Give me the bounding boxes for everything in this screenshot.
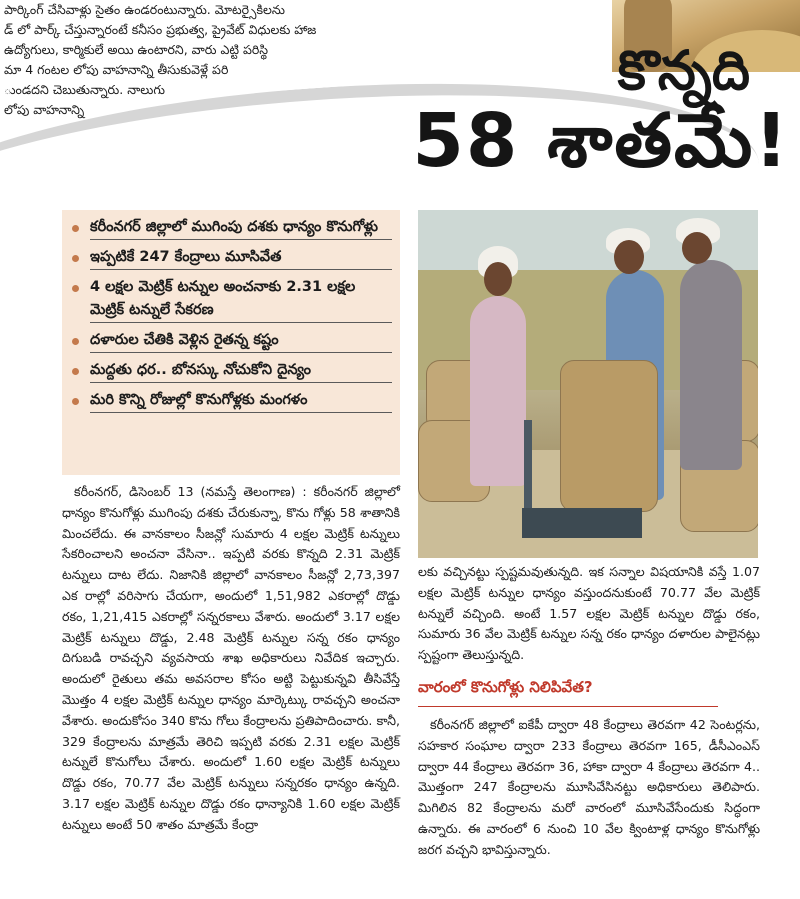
- highlight-item: కరీంనగర్ జిల్లాలో ముగింపు దశకు ధాన్యం కొనుగోళ్లు: [72, 216, 392, 240]
- bullet-icon: [72, 285, 79, 292]
- highlight-item: దళారుల చేతికి వెళ్లిన రైతన్న కష్టం: [72, 329, 392, 353]
- farmers-weighing-paddy-photo: [418, 210, 758, 558]
- article-paragraph-continued: లకు వచ్చినట్టు స్పష్టమవుతున్నది. ఇక సన్నాల విషయానికి వస్తే 1.07 లక్షల మెట్రిక్ టన్నుల ధాన్యం వస్తుందనుకుంటే 70.77 వేల మెట్రిక్ టన్నులే వచ్చింది. అంటే 1.57 లక్షల మెట్రిక్ టన్నుల దొడ్డు రకం, సుమారు 36 వేల మెట్రిక్ టన్నుల సన్న రకం ధాన్యం దళారుల పాలైనట్లు స్పష్టంగా తెలుస్తున్నది.: [418, 564, 760, 663]
- bullet-icon: [72, 255, 79, 262]
- fragment-line: మా 4 గంటల లోపు వాహనాన్ని తీసుకువెళ్లే పరి: [4, 62, 229, 77]
- article-paragraph: కరీంనగర్ జిల్లాలో ఐకేపీ ద్వారా 48 కేంద్రాలు తెరవగా 42 సెంటర్లను, సహకార సంఘాల ద్వారా 233 కేంద్రాలు తెరవగా 165, డీసీఎంఎస్ ద్వారా 44 కేంద్రాలు తెరవగా 36, హాకా ద్వారా 4 కేంద్రాలు తెరవగా 4.. మొత్తంగా 247 కేంద్రాలను మూసివేసినట్టు అధికారులు తెలిపారు. మిగిలిన 82 కేంద్రాలను మరో వారంలో మూసివేసేందుకు సిద్ధంగా ఉన్నారు. ఈ వారంలో 6 నుంచి 10 వేల క్వింటాళ్ల ధాన్యం కొనుగోళ్లు జరగ వచ్చని భావిస్తున్నారు.: [418, 716, 760, 857]
- fragment-line: లోపు వాహనాన్ని: [4, 102, 85, 117]
- highlights-box: [62, 210, 400, 475]
- article-body-left: [62, 482, 400, 836]
- article-paragraph: కరీంనగర్, డిసెంబర్ 13 (నమస్తే తెలంగాణ) : కరీంనగర్ జిల్లాలో ధాన్యం కొనుగోళ్లు ముగింపు దశకు చేరుకున్నా, కొను గోళ్లు 58 శాతానికి మించలేదు. ఈ వానకాలం సీజన్లో సుమారు 4 లక్షల మెట్రిక్ టన్నులు సేకరించాలని అంచనా వేసినా.. ఇప్పటి వరకు కొన్నది 2.31 మెట్రిక్ టన్నులు దాట లేదు. నిజానికి జిల్లాలో వానకాలం సీజన్లో 2,73,397 ఎక రాల్లో వరిసాగు చేయగా, అందులో 1,51,982 ఎకరాల్లో దొడ్డు రకం, 1,21,415 ఎకరాల్లో సన్నరకాలు వేశారు. అందులో 3.17 లక్షల మెట్రిక్ టన్నులు దొడ్డు, 2.48 మెట్రిక్ టన్నుల సన్న రకం ధాన్యం దిగుబడి రావచ్చని వ్యవసాయ శాఖ అధికారులు నివేదిక ఇచ్చారు. అందులో రైతులు తమ అవసరాల కోసం అట్టి పెట్టుకున్నవి తీసివేస్తే మొత్తం 4 లక్షల మెట్రిక్ టన్నుల ధాన్యం మార్కెట్కు రావచ్చని అంచనా వేశారు. అందుకోసం 340 కొను గోలు కేంద్రాలను ప్రతిపాదించారు. కానీ, 329 కేంద్రాలను మాత్రమే తెరిచి ఇప్పటి వరకు 2.31 లక్షల మెట్రిక్ టన్నులే కొనుగోలు చేశారు. అందులో 1.60 లక్షల మెట్రిక్ టన్నులు దొడ్డు రకం, 70.77 వేల మెట్రిక్ టన్నులు సన్నరకం ధాన్యం ఉన్నది. 3.17 లక్షల మెట్రిక్ టన్నుల దొడ్డు రకం ధాన్యానికి 1.60 లక్షల మెట్రిక్ టన్నులు అంటే 50 శాతం మాత్రమే కేంద్రా: [62, 484, 400, 832]
- bullet-icon: [72, 225, 79, 232]
- highlight-item: మద్దతు ధర.. బోనస్కు నోచుకోని దైన్యం: [72, 359, 392, 383]
- fragment-line: ుండదని చెబుతున్నారు. నాలుగు: [4, 82, 165, 97]
- highlight-item: 4 లక్షల మెట్రిక్ టన్నుల అంచనాకు 2.31 లక్షల మెట్రిక్ టన్నులే సేకరణ: [72, 276, 392, 323]
- highlight-item: ఇప్పటికే 247 కేంద్రాలు మూసివేత: [72, 246, 392, 270]
- bullet-icon: [72, 338, 79, 345]
- bullet-icon: [72, 368, 79, 375]
- fragment-line: డ్ లో పార్క్ చేస్తున్నారంటే కనీసం ప్రభుత్వ, ప్రైవేట్ విధులకు హాజ: [4, 22, 317, 37]
- headline-line2: 58 శాతమే!: [412, 98, 790, 184]
- highlight-item: మరి కొన్ని రోజుల్లో కొనుగోళ్లకు మంగళం: [72, 389, 392, 413]
- headline-line1: కొన్నది: [617, 39, 750, 102]
- subheading-underline: [418, 706, 718, 707]
- article-body-right: [418, 562, 760, 861]
- fragment-line: పార్కింగ్ చేసివాళ్లు సైతం ఉండరంటున్నారు. మోటర్సైకిలను: [4, 2, 285, 17]
- section-subheading: వారంలో కొనుగోళ్లు నిలిపివేత?: [418, 677, 593, 696]
- bullet-icon: [72, 398, 79, 405]
- headline: [270, 39, 790, 184]
- fragment-line: ఉద్యోగులు, కార్మికులే అయి ఉంటారని, వారు ఎట్టి పరిస్థి: [4, 42, 269, 57]
